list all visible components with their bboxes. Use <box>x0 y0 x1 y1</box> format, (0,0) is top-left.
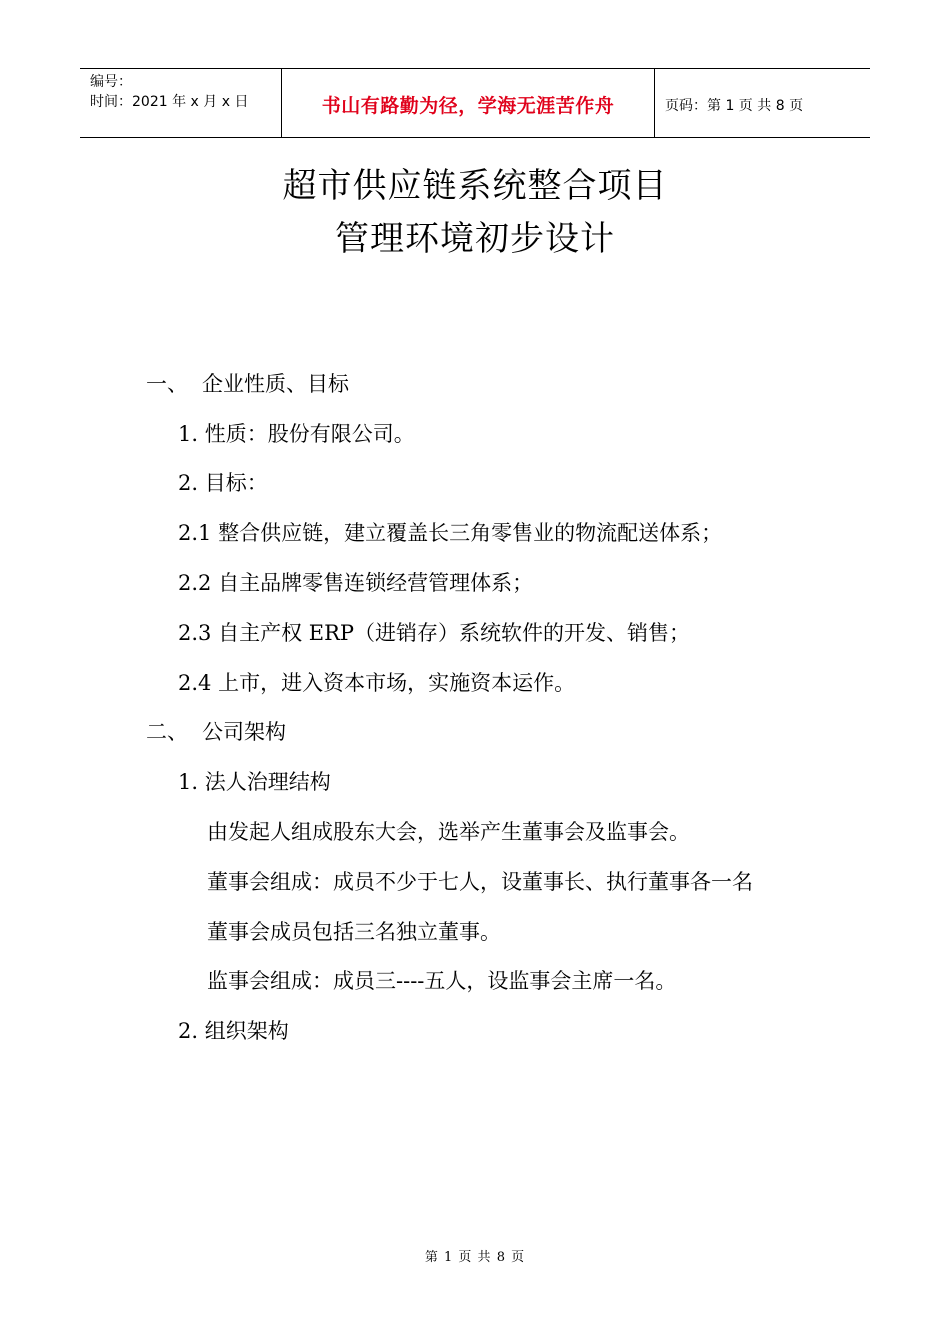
paragraph: 由发起人组成股东大会，选举产生董事会及监事会。 <box>207 820 690 844</box>
section-title: 公司架构 <box>202 720 286 744</box>
section-heading-2 <box>146 719 286 745</box>
section-number: 二、 <box>146 720 188 744</box>
header-page-cell <box>655 71 870 139</box>
paragraph: 董事会组成：成员不少于七人，设董事长、执行董事各一名 <box>207 870 753 894</box>
section-number: 一、 <box>146 372 188 396</box>
page-footer: 第 1 页 共 8 页 <box>424 1250 526 1265</box>
header-motto-cell <box>282 69 655 137</box>
section-title: 企业性质、目标 <box>202 372 349 396</box>
paragraph: 监事会组成：成员三----五人，设监事会主席一名。 <box>207 969 677 993</box>
document-header <box>80 68 870 138</box>
list-item: 2. 目标： <box>178 471 268 495</box>
document-title-line-2: 管理环境初步设计 <box>335 219 615 259</box>
list-item: 2.1 整合供应链，建立覆盖长三角零售业的物流配送体系； <box>178 521 723 545</box>
paragraph: 董事会成员包括三名独立董事。 <box>207 920 501 944</box>
list-item: 2. 组织架构 <box>178 1019 289 1043</box>
motto-text: 书山有路勤为径，学海无涯苦作舟 <box>321 94 615 117</box>
header-meta-cell <box>80 69 282 137</box>
page-info: 页码：第 1 页 共 8 页 <box>665 98 804 114</box>
serial-number-label: 编号： <box>90 74 132 90</box>
section-heading-1 <box>146 371 349 397</box>
list-item: 1. 性质：股份有限公司。 <box>178 422 415 446</box>
list-item: 2.4 上市，进入资本市场，实施资本运作。 <box>178 671 576 695</box>
list-item: 1. 法人治理结构 <box>178 770 331 794</box>
document-title-line-1: 超市供应链系统整合项目 <box>282 166 668 206</box>
list-item: 2.3 自主产权 ERP（进销存）系统软件的开发、销售； <box>178 621 691 645</box>
list-item: 2.2 自主品牌零售连锁经营管理体系； <box>178 571 534 595</box>
date-label: 时间：2021 年 x 月 x 日 <box>90 94 249 110</box>
